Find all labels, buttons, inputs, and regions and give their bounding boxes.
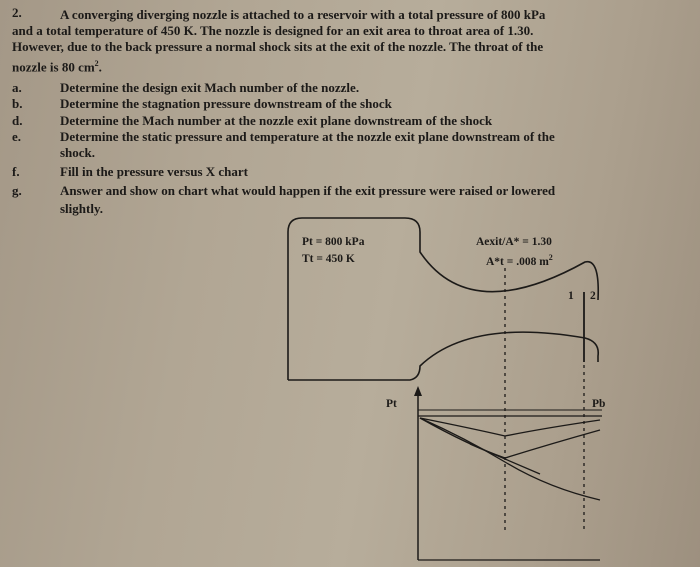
item-f-text: Fill in the pressure versus X chart [60,164,249,179]
intro-line-2: and a total temperature of 450 K. The nozzle is designed for an exit area to throat area of 1.30. [12,23,534,38]
pressure-curve-cross [470,444,540,474]
item-a-marker: a. [12,80,22,95]
intro-line-4-text: nozzle is 80 cm [12,59,95,75]
chart-y-axis-arrow [414,386,422,396]
item-g-text: Answer and show on chart what would happen if the exit pressure were raised or lowered [60,183,556,198]
item-e-text: Determine the static pressure and temperature at the nozzle exit plane downstream of the [60,129,555,144]
item-e-marker: e. [12,129,22,144]
pressure-curve-subsonic-upper [420,418,600,436]
item-g-text-2: slightly. [60,201,103,216]
throat-area-label [486,253,553,268]
station-1-label: 1 [568,290,574,302]
intro-line-1: A converging diverging nozzle is attached to a reservoir with a total pressure of 800 kPa [60,7,546,22]
reservoir-tt-label: Tt = 450 K [302,253,355,265]
item-g-marker: g. [12,183,22,198]
pt-axis-label: Pt [386,398,397,410]
item-d-marker: d. [12,113,23,128]
item-b-marker: b. [12,96,23,111]
throat-area-text: A*t = .008 m [486,255,549,268]
pressure-curve-choked [420,418,600,500]
intro-line-3: However, due to the back pressure a normal shock sits at the exit of the nozzle. The throat of the [12,39,544,54]
intro-line-4-end: . [98,59,102,75]
item-b-text: Determine the stagnation pressure downstream of the shock [60,96,392,111]
nozzle-outline-lower [288,332,598,380]
throat-area-sup: 2 [548,253,553,262]
reservoir-pt-label: Pt = 800 kPa [302,236,365,248]
intro-line-4-sup: 2 [94,59,99,68]
item-d-text: Determine the Mach number at the nozzle exit plane downstream of the shock [60,113,493,128]
item-a-text: Determine the design exit Mach number of the nozzle. [60,80,360,95]
station-2-label: 2 [590,290,596,302]
item-f-marker: f. [12,164,20,179]
problem-number: 2. [12,5,22,20]
pb-axis-label: Pb [592,398,606,410]
item-e-text-2: shock. [60,145,96,160]
area-ratio-label: Aexit/A* = 1.30 [476,236,552,248]
